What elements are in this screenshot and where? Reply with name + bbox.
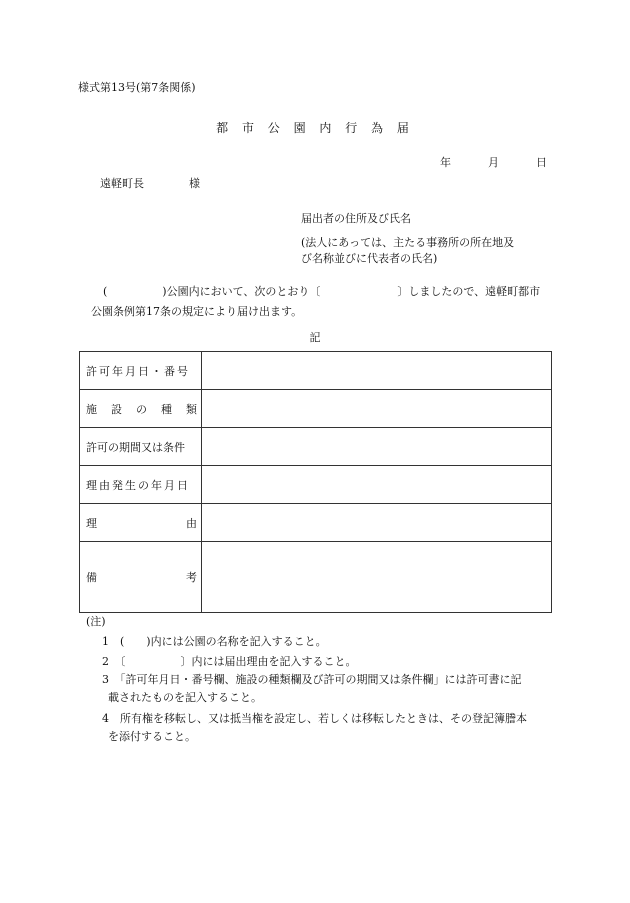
label-char: 理 [86,516,97,530]
addressee-name: 遠軽町長 [100,177,144,190]
table-row [80,352,552,390]
label-char: 由 [186,516,197,530]
reason-label [86,515,197,531]
table-row [80,466,552,504]
label-char: 備 [86,571,97,584]
row-label-facility-type [80,390,202,428]
ki-marker: 記 [309,331,321,344]
date-month-label: 月 [488,156,499,169]
addressee-honorific: 様 [189,177,200,190]
applicant-note-line1: (法人にあっては、主たる事務所の所在地及 [301,236,515,249]
table-row [80,390,552,428]
row-value-permit-date-number[interactable] [202,352,552,390]
applicant-note-line2: び名称並びに代表者の氏名) [301,252,438,265]
facility-type-label [86,401,197,417]
applicant-label: 届出者の住所及び氏名 [301,212,411,225]
row-label-reason [80,504,202,542]
label-char: 類 [186,402,197,416]
row-label-reason-date: 理由発生の年月日 [80,466,202,504]
row-value-facility-type[interactable] [202,390,552,428]
table-row [80,504,552,542]
addressee [100,175,200,191]
row-value-reason-date[interactable] [202,466,552,504]
form-number: 様式第13号(第7条関係) [78,81,196,94]
note-item-3: 3 「許可年月日・番号欄、施設の種類欄及び許可の期間又は条件欄」には許可書に記 [102,673,522,686]
date-line [440,154,547,170]
note-item-2: 2 〔 〕内には届出理由を記入すること。 [102,655,357,668]
label-char: 種 [161,402,172,416]
label-char: 施 [86,402,97,416]
remarks-label [86,569,197,585]
row-label-remarks [80,542,202,613]
date-year-label: 年 [440,156,451,169]
label-char: の [136,402,147,416]
note-item-3-cont: 載されたものを記入すること。 [108,691,262,704]
note-item-1: 1 ( )内には公園の名称を記入すること。 [102,635,327,648]
row-value-reason[interactable] [202,504,552,542]
label-char: 考 [186,571,197,584]
date-day-label: 日 [536,156,547,169]
table-row [80,542,552,613]
body-text-line1: ( )公園内において、次のとおり〔 〕しましたので、遠軽町都市 [103,285,541,298]
page-title: 都 市 公 園 内 行 為 届 [216,121,414,135]
row-label-permit-date-number: 許可年月日・番号 [80,352,202,390]
details-table [79,351,552,613]
note-item-4-cont: を添付すること。 [108,730,196,743]
table-row [80,428,552,466]
row-label-permit-period: 許可の期間又は条件 [80,428,202,466]
label-char: 設 [111,402,122,416]
row-value-permit-period[interactable] [202,428,552,466]
note-item-4: 4 所有権を移転し、又は抵当権を設定し、若しくは移転したときは、その登記簿謄本 [102,712,527,725]
body-text-line2: 公園条例第17条の規定により届け出ます。 [91,305,303,318]
row-value-remarks[interactable] [202,542,552,613]
notes-heading: (注) [86,615,106,628]
